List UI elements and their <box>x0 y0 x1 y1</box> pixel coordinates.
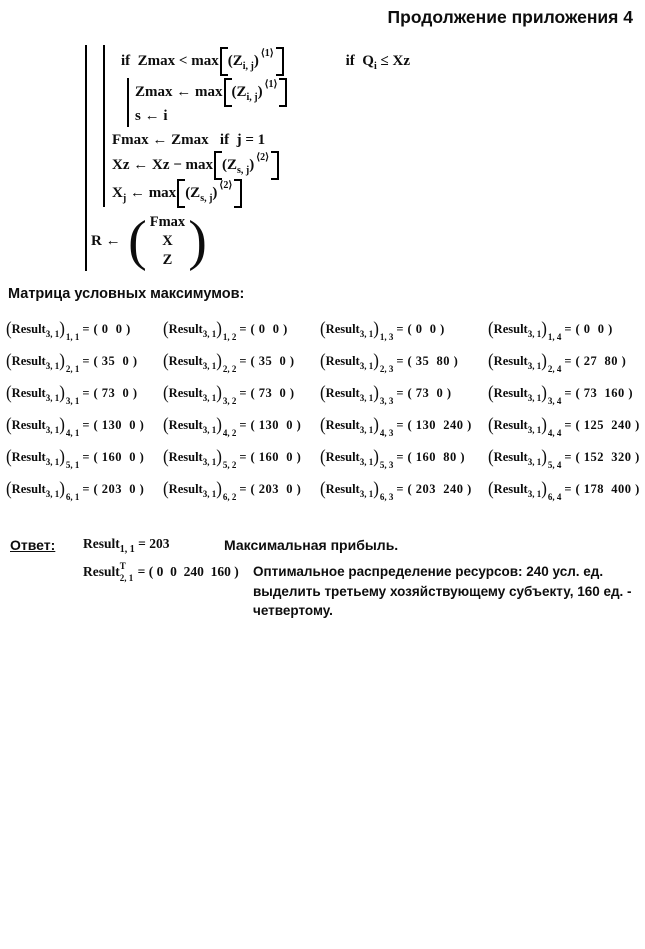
right-square-bracket <box>234 179 242 208</box>
column-operator-superscript: ⟨2⟩ <box>256 151 270 163</box>
open-paren: ( <box>6 445 12 468</box>
close-paren: ) <box>373 349 379 372</box>
matrix-cell <box>163 473 320 505</box>
r-assign-text: R ← <box>91 232 129 249</box>
open-paren: ( <box>163 445 169 468</box>
close-paren: ) <box>216 413 222 436</box>
zmax-assign-text: Zmax ← max <box>135 83 223 100</box>
equals-sign: = <box>396 449 404 464</box>
left-square-bracket <box>214 151 222 180</box>
equals-sign: = <box>396 385 404 400</box>
equals-sign: = <box>239 481 247 496</box>
cell-index-subscript: 5, 1 <box>65 460 80 470</box>
algorithm-line-zmax-assign <box>135 78 410 106</box>
conditional-maxima-grid <box>6 313 642 505</box>
cell-index-subscript: 1, 2 <box>222 332 237 342</box>
cell-value: ( 130 0 ) <box>93 417 145 432</box>
result-value: = 203 <box>134 536 170 551</box>
equals-sign: = <box>82 417 90 432</box>
result-transpose-and-subscript <box>120 563 134 583</box>
open-paren: ( <box>320 445 326 468</box>
algorithm-line-r-assign <box>91 211 410 271</box>
open-paren: ( <box>488 445 494 468</box>
xz-assign-text: Xz ← Xz − max <box>112 156 214 173</box>
cell-value: ( 0 0 ) <box>407 321 445 336</box>
result-subscript: 2, 1 <box>119 573 134 583</box>
matrix-cell <box>320 377 488 409</box>
close-paren: ) <box>59 349 65 372</box>
result-subscript: 1, 1 <box>119 543 135 555</box>
result-name: Result <box>11 353 46 368</box>
cell-index-subscript: 5, 4 <box>547 460 562 470</box>
open-paren: ( <box>320 317 326 340</box>
algorithm-line-fmax-assign <box>112 130 410 151</box>
result-name: Result <box>168 353 203 368</box>
cell-index-subscript: 5, 2 <box>222 460 237 470</box>
z-close-paren: ) <box>212 184 218 201</box>
cell-index-subscript: 3, 1 <box>65 396 80 406</box>
result-name-subscript: 3, 1 <box>527 457 542 467</box>
close-paren: ) <box>541 445 547 468</box>
algorithm-line-xz-assign <box>112 151 410 179</box>
open-paren: ( <box>6 349 12 372</box>
close-paren: ) <box>59 445 65 468</box>
cell-index-subscript: 3, 2 <box>222 396 237 406</box>
cell-value: ( 125 240 ) <box>575 417 640 432</box>
result-name: Result <box>168 481 203 496</box>
cell-index-subscript: 2, 4 <box>547 364 562 374</box>
result-name-subscript: 3, 1 <box>527 393 542 403</box>
cell-value: ( 178 400 ) <box>575 481 640 496</box>
algorithm-line-if-zmax <box>112 47 410 75</box>
open-paren: ( <box>163 349 169 372</box>
cell-value: ( 160 0 ) <box>93 449 145 464</box>
column-operator-superscript: ⟨1⟩ <box>260 47 274 59</box>
cell-value: ( 0 0 ) <box>250 321 288 336</box>
answer-note-profit: Максимальная прибыль. <box>224 537 399 553</box>
result-name-subscript: 3, 1 <box>359 489 374 499</box>
open-paren: ( <box>6 477 12 500</box>
open-paren: ( <box>163 381 169 404</box>
result-vector-entry: Fmax <box>149 213 186 230</box>
cell-value: ( 27 80 ) <box>575 353 627 368</box>
result-name: Result <box>325 353 360 368</box>
cell-index-subscript: 3, 4 <box>547 396 562 406</box>
result-name: Result <box>168 385 203 400</box>
result-name-subscript: 3, 1 <box>45 393 60 403</box>
close-paren: ) <box>59 381 65 404</box>
matrix-cell <box>6 313 163 345</box>
z-matrix-term: (Z <box>231 83 247 100</box>
cell-index-subscript: 6, 3 <box>379 492 394 502</box>
result-name-subscript: 3, 1 <box>359 329 374 339</box>
open-paren: ( <box>488 317 494 340</box>
equals-sign: = <box>82 353 90 368</box>
close-paren: ) <box>541 477 547 500</box>
cell-index-subscript: 4, 4 <box>547 428 562 438</box>
matrix-cell <box>163 441 320 473</box>
result-name: Result <box>325 417 360 432</box>
close-paren: ) <box>216 477 222 500</box>
close-paren: ) <box>59 413 65 436</box>
cell-value: ( 160 0 ) <box>250 449 302 464</box>
matrix-cell <box>163 313 320 345</box>
equals-sign: = <box>396 481 404 496</box>
cell-value: ( 73 0 ) <box>407 385 452 400</box>
matrix-cell <box>488 345 642 377</box>
close-paren: ) <box>541 349 547 372</box>
matrix-cell <box>163 377 320 409</box>
cell-index-subscript: 2, 1 <box>65 364 80 374</box>
matrix-cell <box>320 409 488 441</box>
cell-value: ( 73 0 ) <box>250 385 295 400</box>
algorithm-inner-scope <box>103 45 410 207</box>
result-name-subscript: 3, 1 <box>45 457 60 467</box>
matrix-cell <box>488 473 642 505</box>
q-subscript: i <box>373 60 377 72</box>
equals-sign: = <box>396 321 404 336</box>
cell-index-subscript: 5, 3 <box>379 460 394 470</box>
result-name-subscript: 3, 1 <box>202 329 217 339</box>
equals-sign: = <box>239 449 247 464</box>
close-paren: ) <box>541 317 547 340</box>
equals-sign: = <box>82 321 90 336</box>
algorithm-nested-scope <box>127 78 410 127</box>
matrix-cell <box>6 409 163 441</box>
algorithm-line-xj-assign <box>112 179 410 207</box>
result-name: Result <box>325 449 360 464</box>
result-name-subscript: 3, 1 <box>527 425 542 435</box>
result-vector <box>147 213 188 270</box>
result-vector-entry: Z <box>162 251 173 268</box>
equals-sign: = <box>239 321 247 336</box>
matrix-cell <box>320 473 488 505</box>
result-name: Result <box>325 481 360 496</box>
close-paren: ) <box>541 381 547 404</box>
matrix-cell <box>320 313 488 345</box>
open-paren: ( <box>488 477 494 500</box>
close-paren: ) <box>541 413 547 436</box>
matrix-cell <box>320 345 488 377</box>
column-operator-superscript: ⟨1⟩ <box>264 78 278 90</box>
left-square-bracket <box>220 47 228 76</box>
close-paren: ) <box>59 317 65 340</box>
equals-sign: = <box>564 417 572 432</box>
matrix-cell <box>163 409 320 441</box>
open-paren: ( <box>163 413 169 436</box>
cell-value: ( 0 0 ) <box>575 321 613 336</box>
cell-value: ( 73 0 ) <box>93 385 138 400</box>
cell-index-subscript: 2, 2 <box>222 364 237 374</box>
result-name-subscript: 3, 1 <box>527 489 542 499</box>
cell-index-subscript: 6, 1 <box>65 492 80 502</box>
result-name-subscript: 3, 1 <box>45 425 60 435</box>
result-name-subscript: 3, 1 <box>359 425 374 435</box>
cell-value: ( 160 80 ) <box>407 449 466 464</box>
right-square-bracket <box>279 78 287 107</box>
algorithm-block <box>85 45 410 271</box>
vector-open-paren: ( <box>128 210 147 272</box>
z-matrix-term: (Z <box>227 52 243 69</box>
answer-result-1 <box>83 536 170 555</box>
open-paren: ( <box>320 413 326 436</box>
left-square-bracket <box>177 179 185 208</box>
s-assign-text: s ← i <box>135 108 168 124</box>
xj-arrow-text: ← max <box>126 184 177 201</box>
cell-index-subscript: 1, 1 <box>65 332 80 342</box>
cell-index-subscript: 4, 2 <box>222 428 237 438</box>
result-name: Result <box>325 321 360 336</box>
equals-sign: = <box>564 449 572 464</box>
equals-sign: = <box>564 353 572 368</box>
equals-sign: = <box>564 385 572 400</box>
open-paren: ( <box>6 381 12 404</box>
cell-value: ( 35 80 ) <box>407 353 459 368</box>
result-name-subscript: 3, 1 <box>527 361 542 371</box>
result-name: Result <box>83 536 120 551</box>
right-square-bracket <box>271 151 279 180</box>
matrix-cell <box>488 409 642 441</box>
cell-index-subscript: 1, 3 <box>379 332 394 342</box>
cell-value: ( 203 0 ) <box>93 481 145 496</box>
result-name: Result <box>493 321 528 336</box>
answer-note-distribution: Оптимальное распределение ресурсов: 240 усл. ед. выделить третьему хозяйствующему субъекту, 160 ед. - четвертому. <box>253 564 632 618</box>
close-paren: ) <box>373 413 379 436</box>
z-subscript: i, j <box>242 60 254 72</box>
equals-sign: = <box>82 449 90 464</box>
result-name-subscript: 3, 1 <box>202 393 217 403</box>
result-name: Result <box>493 385 528 400</box>
equals-sign: = <box>564 321 572 336</box>
result-name: Result <box>493 417 528 432</box>
condition-rest-text: ≤ Xz <box>376 52 410 69</box>
equals-sign: = <box>396 353 404 368</box>
fmax-assign-text: Fmax ← Zmax if j = 1 <box>112 132 266 148</box>
close-paren: ) <box>373 445 379 468</box>
matrix-cell <box>6 473 163 505</box>
if-q-condition-text: if Q <box>345 52 374 69</box>
cell-index-subscript: 3, 3 <box>379 396 394 406</box>
cell-index-subscript: 1, 4 <box>547 332 562 342</box>
cell-index-subscript: 2, 3 <box>379 364 394 374</box>
open-paren: ( <box>320 349 326 372</box>
matrix-cell <box>6 441 163 473</box>
open-paren: ( <box>6 317 12 340</box>
if-zmax-text: if Zmax < max <box>121 52 219 69</box>
vector-close-paren: ) <box>188 210 207 272</box>
result-name: Result <box>168 449 203 464</box>
equals-sign: = <box>82 385 90 400</box>
close-paren: ) <box>216 349 222 372</box>
close-paren: ) <box>373 477 379 500</box>
result-name: Result <box>83 564 120 579</box>
result-name: Result <box>325 385 360 400</box>
result-name: Result <box>11 321 46 336</box>
answer-result-2 <box>83 562 239 582</box>
cell-value: ( 130 240 ) <box>407 417 472 432</box>
result-name-subscript: 3, 1 <box>45 329 60 339</box>
matrix-cell <box>163 345 320 377</box>
equals-sign: = <box>396 417 404 432</box>
result-name-subscript: 3, 1 <box>359 361 374 371</box>
open-paren: ( <box>6 413 12 436</box>
equals-sign: = <box>82 481 90 496</box>
answer-label: Ответ: <box>10 537 56 553</box>
cell-value: ( 35 0 ) <box>250 353 295 368</box>
x-term: X <box>112 184 123 201</box>
open-paren: ( <box>163 477 169 500</box>
close-paren: ) <box>216 445 222 468</box>
equals-sign: = <box>564 481 572 496</box>
open-paren: ( <box>488 413 494 436</box>
close-paren: ) <box>216 317 222 340</box>
right-square-bracket <box>276 47 284 76</box>
result-name: Result <box>168 417 203 432</box>
result-name-subscript: 3, 1 <box>45 361 60 371</box>
close-paren: ) <box>373 381 379 404</box>
result-name: Result <box>493 481 528 496</box>
result-name-subscript: 3, 1 <box>359 393 374 403</box>
z-subscript: s, j <box>200 192 213 204</box>
z-close-paren: ) <box>249 156 255 173</box>
cell-value: ( 0 0 ) <box>93 321 131 336</box>
result-name-subscript: 3, 1 <box>202 457 217 467</box>
cell-index-subscript: 4, 1 <box>65 428 80 438</box>
x-subscript: j <box>122 192 127 204</box>
result-name: Result <box>11 481 46 496</box>
result-name: Result <box>11 417 46 432</box>
open-paren: ( <box>488 349 494 372</box>
close-paren: ) <box>373 317 379 340</box>
equals-sign: = <box>239 385 247 400</box>
close-paren: ) <box>216 381 222 404</box>
z-close-paren: ) <box>253 52 259 69</box>
z-matrix-term: (Z <box>185 184 201 201</box>
open-paren: ( <box>163 317 169 340</box>
matrix-cell <box>6 345 163 377</box>
cell-index-subscript: 6, 4 <box>547 492 562 502</box>
z-subscript: s, j <box>237 164 250 176</box>
cell-value: ( 73 160 ) <box>575 385 634 400</box>
column-operator-superscript: ⟨2⟩ <box>219 179 233 191</box>
matrix-cell <box>6 377 163 409</box>
cell-value: ( 152 320 ) <box>575 449 640 464</box>
cell-value: ( 130 0 ) <box>250 417 302 432</box>
z-close-paren: ) <box>257 83 263 100</box>
z-matrix-term: (Z <box>222 156 238 173</box>
open-paren: ( <box>320 477 326 500</box>
result-name: Result <box>11 449 46 464</box>
page-title: Продолжение приложения 4 <box>387 7 633 27</box>
result-name: Result <box>11 385 46 400</box>
cell-index-subscript: 6, 2 <box>222 492 237 502</box>
cell-value: ( 35 0 ) <box>93 353 138 368</box>
result-name-subscript: 3, 1 <box>527 329 542 339</box>
result-name-subscript: 3, 1 <box>45 489 60 499</box>
matrix-cell <box>488 313 642 345</box>
close-paren: ) <box>59 477 65 500</box>
result-name-subscript: 3, 1 <box>202 361 217 371</box>
cell-index-subscript: 4, 3 <box>379 428 394 438</box>
result-name-subscript: 3, 1 <box>202 489 217 499</box>
equals-sign: = <box>239 417 247 432</box>
matrix-heading: Матрица условных максимумов: <box>8 286 245 302</box>
open-paren: ( <box>320 381 326 404</box>
cell-value: ( 203 0 ) <box>250 481 302 496</box>
open-paren: ( <box>488 381 494 404</box>
equals-sign: = <box>239 353 247 368</box>
left-square-bracket <box>224 78 232 107</box>
result-name: Result <box>168 321 203 336</box>
result-name: Result <box>493 353 528 368</box>
result-vector-value: = ( 0 0 240 160 ) <box>134 564 239 579</box>
transpose-superscript: T <box>119 561 126 571</box>
matrix-cell <box>488 441 642 473</box>
matrix-cell <box>488 377 642 409</box>
result-vector-entry: X <box>162 232 173 249</box>
z-subscript: i, j <box>246 91 258 103</box>
result-name: Result <box>493 449 528 464</box>
result-name-subscript: 3, 1 <box>202 425 217 435</box>
result-name-subscript: 3, 1 <box>359 457 374 467</box>
cell-value: ( 203 240 ) <box>407 481 472 496</box>
algorithm-line-s-assign <box>135 106 410 127</box>
matrix-cell <box>320 441 488 473</box>
